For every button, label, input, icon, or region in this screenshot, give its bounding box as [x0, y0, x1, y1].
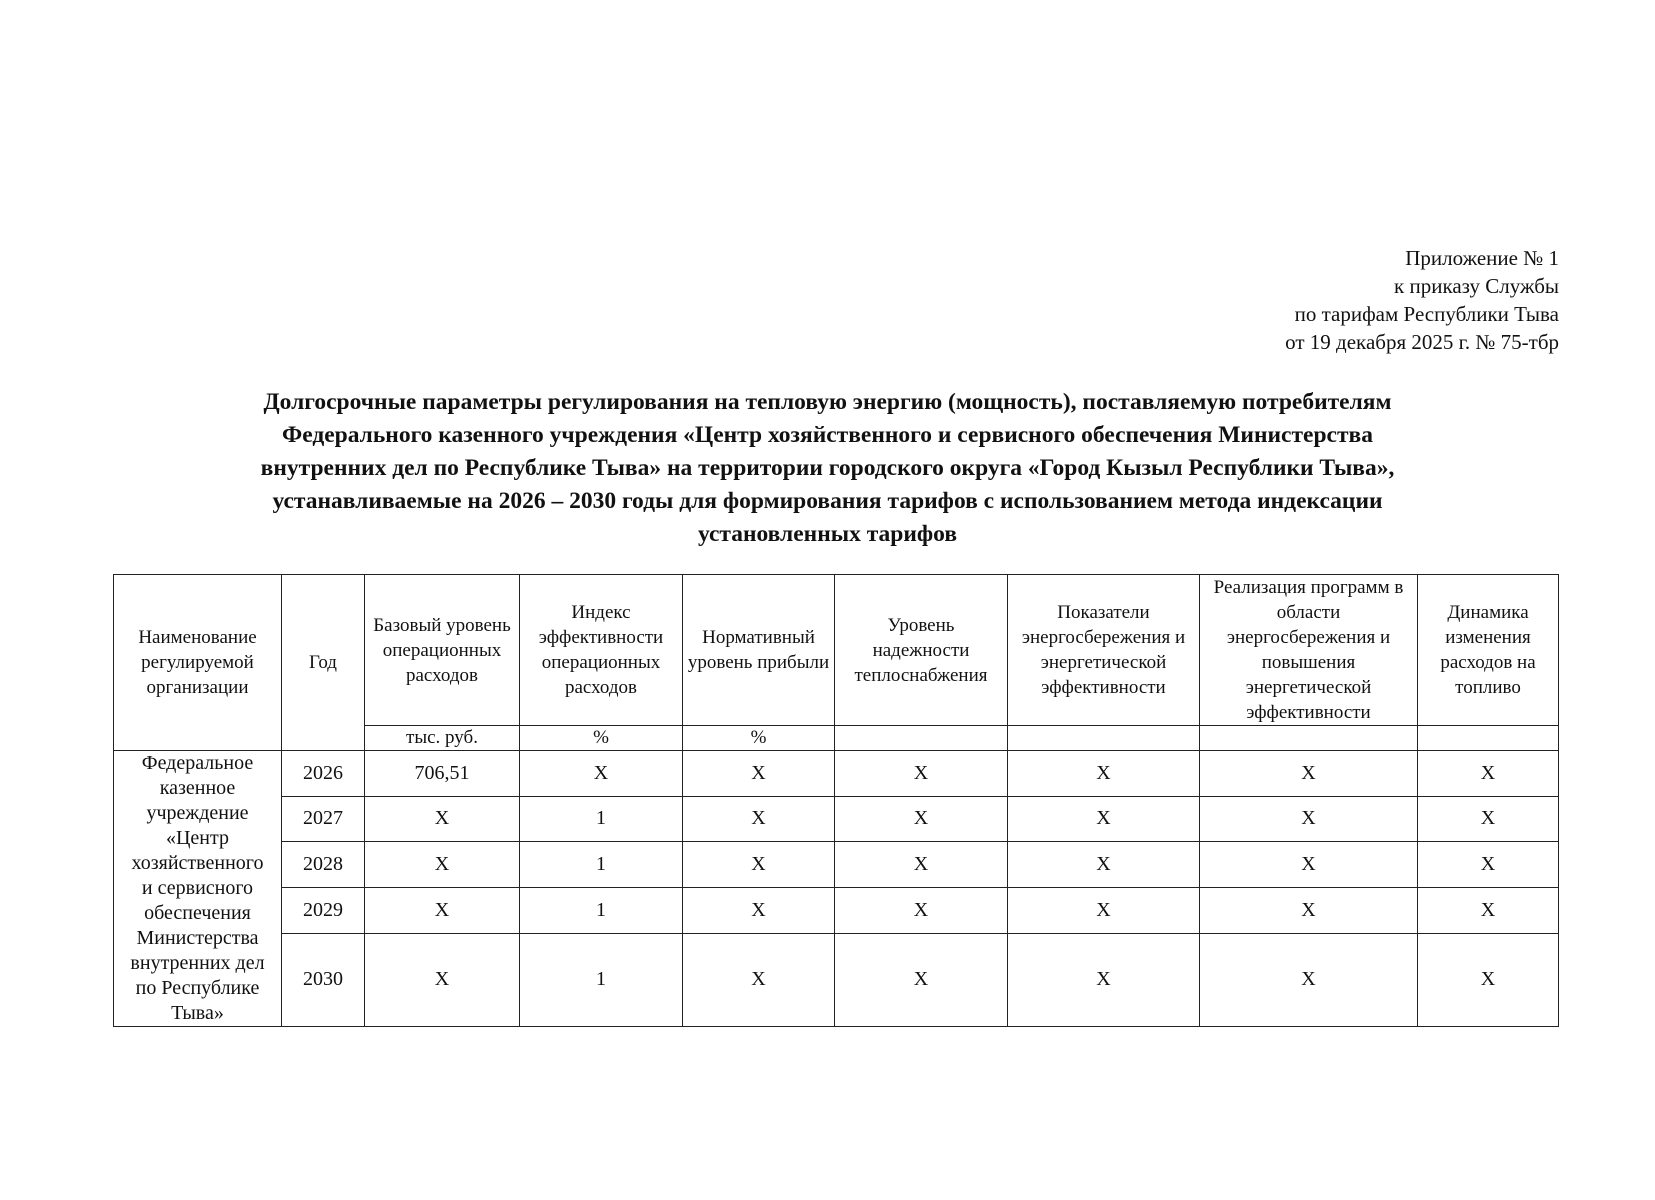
cell-energy-indicators: X [1008, 751, 1200, 797]
appendix-line: от 19 декабря 2025 г. № 75-тбр [1285, 330, 1559, 354]
table-row [114, 842, 1559, 888]
cell-profit-level: X [683, 796, 835, 842]
title-line: установленных тарифов [697, 521, 958, 547]
cell-efficiency-index: 1 [520, 842, 683, 888]
appendix-line: Приложение № 1 [1405, 246, 1559, 270]
cell-fuel-dynamics: X [1418, 796, 1559, 842]
cell-year: 2029 [282, 887, 365, 933]
cell-efficiency-index: X [520, 751, 683, 797]
header-efficiency-index: Индекс эффективности операционных расходов [520, 575, 683, 726]
organization-line: обеспечения [144, 902, 251, 924]
cell-energy-indicators: X [1008, 887, 1200, 933]
cell-energy-programs: X [1200, 751, 1418, 797]
header-reliability: Уровень надежности теплоснабжения [835, 575, 1008, 726]
cell-base-opex: 706,51 [365, 751, 520, 797]
cell-efficiency-index: 1 [520, 796, 683, 842]
title-line: устанавливаемые на 2026 – 2030 годы для формирования тарифов с использованием метода индексации [272, 488, 1383, 514]
cell-energy-programs: X [1200, 933, 1418, 1026]
unit-reliability [835, 726, 1008, 751]
cell-year: 2026 [282, 751, 365, 797]
cell-energy-programs: X [1200, 796, 1418, 842]
organization-name [114, 751, 282, 1027]
cell-base-opex: X [365, 796, 520, 842]
header-base-opex: Базовый уровень операционных расходов [365, 575, 520, 726]
table-row [114, 887, 1559, 933]
header-energy-programs: Реализация программ в области энергосбережения и повышения энергетической эффективности [1200, 575, 1418, 726]
organization-line: хозяйственного [131, 852, 264, 874]
header-year: Год [282, 575, 365, 751]
cell-fuel-dynamics: X [1418, 933, 1559, 1026]
cell-fuel-dynamics: X [1418, 887, 1559, 933]
cell-reliability: X [835, 887, 1008, 933]
parameters-table [113, 574, 1559, 1027]
cell-energy-programs: X [1200, 842, 1418, 888]
table-row [114, 751, 1559, 797]
organization-line: Министерства [136, 927, 259, 949]
organization-line: и сервисного [141, 877, 254, 899]
cell-year: 2027 [282, 796, 365, 842]
cell-reliability: X [835, 842, 1008, 888]
cell-efficiency-index: 1 [520, 887, 683, 933]
cell-fuel-dynamics: X [1418, 751, 1559, 797]
cell-profit-level: X [683, 933, 835, 1026]
organization-line: Тыва» [171, 1002, 224, 1024]
organization-line: внутренних дел [130, 952, 265, 974]
cell-base-opex: X [365, 887, 520, 933]
header-energy-indicators: Показатели энергосбережения и энергетической эффективности [1008, 575, 1200, 726]
cell-reliability: X [835, 796, 1008, 842]
cell-year: 2030 [282, 933, 365, 1026]
cell-energy-indicators: X [1008, 796, 1200, 842]
title-line: внутренних дел по Республике Тыва» на территории городского округа «Город Кызыл Республики Тыва», [260, 455, 1395, 481]
cell-base-opex: X [365, 933, 520, 1026]
organization-line: учреждение [146, 802, 249, 824]
unit-fuel-dynamics [1418, 726, 1559, 751]
organization-line: по Республике [135, 977, 260, 999]
organization-line: казенное [159, 777, 236, 799]
cell-reliability: X [835, 933, 1008, 1026]
appendix-line: к приказу Службы [1394, 274, 1559, 298]
cell-base-opex: X [365, 842, 520, 888]
cell-year: 2028 [282, 842, 365, 888]
unit-energy-indicators [1008, 726, 1200, 751]
unit-energy-programs [1200, 726, 1418, 751]
header-org: Наименование регулируемой организации [114, 575, 282, 751]
title-line: Федерального казенного учреждения «Центр хозяйственного и сервисного обеспечения Министерства [282, 422, 1373, 448]
cell-efficiency-index: 1 [520, 933, 683, 1026]
title-line: Долгосрочные параметры регулирования на тепловую энергию (мощность), поставляемую потребителям [263, 389, 1392, 415]
header-profit-level: Нормативный уровень прибыли [683, 575, 835, 726]
unit-base-opex: тыс. руб. [365, 726, 520, 751]
cell-energy-indicators: X [1008, 933, 1200, 1026]
header-row [114, 575, 1559, 726]
organization-line: «Центр [165, 827, 229, 849]
unit-profit-level: % [683, 726, 835, 751]
cell-profit-level: X [683, 842, 835, 888]
cell-energy-programs: X [1200, 887, 1418, 933]
table-row [114, 933, 1559, 1026]
unit-efficiency-index: % [520, 726, 683, 751]
cell-reliability: X [835, 751, 1008, 797]
appendix-block [1285, 244, 1559, 356]
table-row [114, 796, 1559, 842]
document-title [140, 386, 1515, 551]
header-fuel-dynamics: Динамика изменения расходов на топливо [1418, 575, 1559, 726]
organization-line: Федеральное [141, 752, 254, 774]
cell-fuel-dynamics: X [1418, 842, 1559, 888]
cell-profit-level: X [683, 751, 835, 797]
cell-energy-indicators: X [1008, 842, 1200, 888]
appendix-line: по тарифам Республики Тыва [1294, 302, 1559, 326]
cell-profit-level: X [683, 887, 835, 933]
